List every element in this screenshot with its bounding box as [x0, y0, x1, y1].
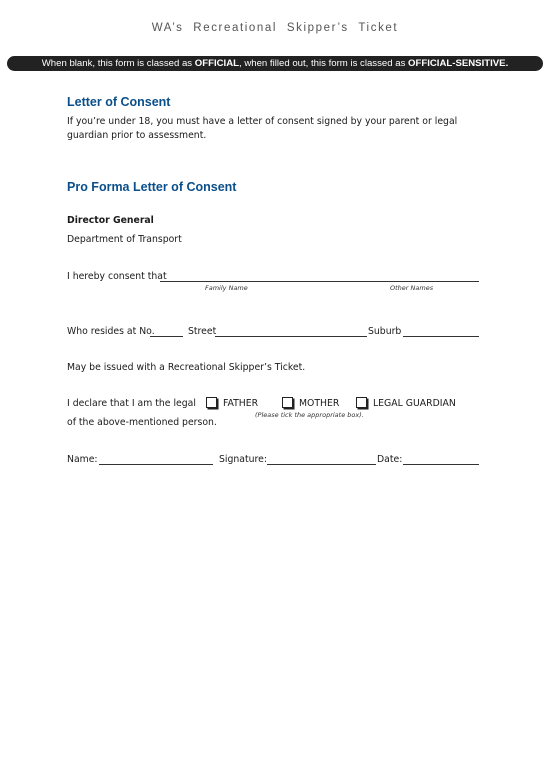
father-option-label: FATHER [223, 398, 259, 409]
resides-label: Who resides at No. [67, 326, 155, 337]
pro-forma-heading: Pro Forma Letter of Consent [67, 180, 237, 194]
document-header-title: WA’s Recreational Skipper’s Ticket [151, 22, 399, 34]
consent-label: I hereby consent that [67, 271, 167, 282]
street-field[interactable] [215, 336, 367, 337]
consent-name-field[interactable] [160, 281, 479, 282]
signature-field[interactable] [267, 464, 376, 465]
person-text: of the above-mentioned person. [67, 417, 217, 428]
suburb-label: Suburb [368, 326, 402, 337]
date-label: Date: [377, 454, 403, 465]
addressee-department: Department of Transport [67, 234, 182, 245]
mother-option-label: MOTHER [299, 398, 340, 409]
house-number-field[interactable] [150, 336, 183, 337]
date-field[interactable] [403, 464, 479, 465]
suburb-field[interactable] [403, 336, 479, 337]
mother-checkbox[interactable] [282, 397, 293, 408]
classification-banner [7, 56, 543, 71]
tick-hint: (Please tick the appropriate box). [255, 411, 364, 419]
family-name-label: Family Name [205, 284, 248, 292]
name-label: Name: [67, 454, 98, 465]
banner-classification-blank: OFFICIAL [194, 58, 239, 69]
issued-text: May be issued with a Recreational Skipper’s Ticket. [67, 362, 306, 373]
declare-label: I declare that I am the legal [67, 398, 196, 409]
banner-classification-filled: OFFICIAL-SENSITIVE. [408, 58, 509, 69]
letter-of-consent-text: If you’re under 18, you must have a letter of consent signed by your parent or legal guardian prior to assessment. [67, 116, 458, 141]
street-label: Street [188, 326, 217, 337]
legal-guardian-checkbox[interactable] [356, 397, 367, 408]
name-field[interactable] [99, 464, 213, 465]
other-names-label: Other Names [390, 284, 434, 292]
banner-prefix: When blank, this form is classed as [41, 58, 195, 69]
signature-label: Signature: [219, 454, 267, 465]
addressee-title: Director General [67, 215, 154, 226]
legal-guardian-option-label: LEGAL GUARDIAN [373, 398, 456, 409]
letter-of-consent-heading: Letter of Consent [67, 95, 171, 109]
father-checkbox[interactable] [206, 397, 217, 408]
banner-middle: , when filled out, this form is classed as [239, 58, 409, 69]
